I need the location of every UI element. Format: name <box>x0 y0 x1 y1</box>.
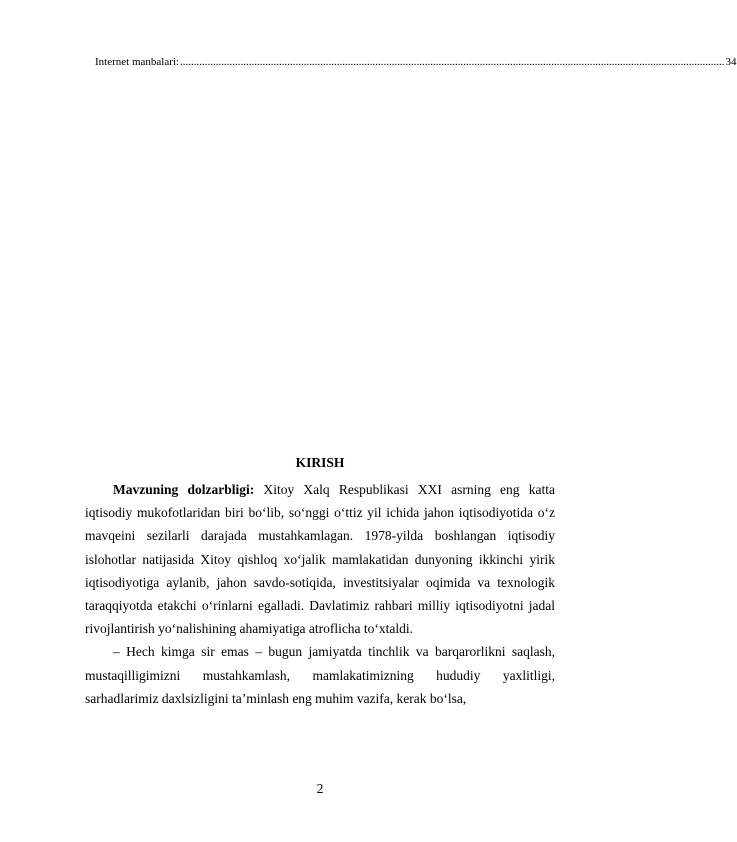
paragraph-relevance <box>85 478 555 640</box>
body-text <box>85 478 555 710</box>
toc-entry-page-number: 34 <box>725 56 737 68</box>
toc-entry-label: Internet manbalari: <box>95 56 179 68</box>
paragraph-quote: – Hech kimga sir emas – bugun jamiyatda tinchlik va barqarorlikni saqlash, mustaqilligimizni mustahkamlash, mamlakatimizning hududiy yaxlitligi, sarhadlarimiz daxlsizligini ta’minlash eng muhim vazifa, kerak bo‘lsa, <box>85 644 555 706</box>
paragraph-lead-term: Mavzuning dolzarbligi: <box>113 482 255 497</box>
toc-dot-leader: ...................................................................................................................................................................................................... <box>180 56 725 68</box>
toc-entry-internet-sources[interactable] <box>95 55 737 69</box>
section-heading: KIRISH <box>295 455 345 470</box>
paragraph-text: Xitoy Xalq Respublikasi XXI asrning eng katta iqtisodiy mukofotlaridan biri bo‘lib, so‘nggi o‘ttiz yil ichida jahon iqtisodiyotida o‘z mavqeini sezilarli darajada mustahkamlagan. 1978-yilda boshlangan iqtisodiy islohotlar natijasida Xitoy qishloq xo‘jalik mamlakatidan dunyoning ikkinchi yirik iqtisodiyotiga aylanib, jahon savdo-sotiqida, investitsiyalar oqimida va texnologik taraqqiyotda etakchi o‘rinlarni egalladi. Davlatimiz rahbari milliy iqtisodiyotni jadal rivojlantirish yo‘nalishining ahamiyatiga atroflicha to‘xtaldi. <box>85 482 555 637</box>
page-number: 2 <box>316 781 324 796</box>
